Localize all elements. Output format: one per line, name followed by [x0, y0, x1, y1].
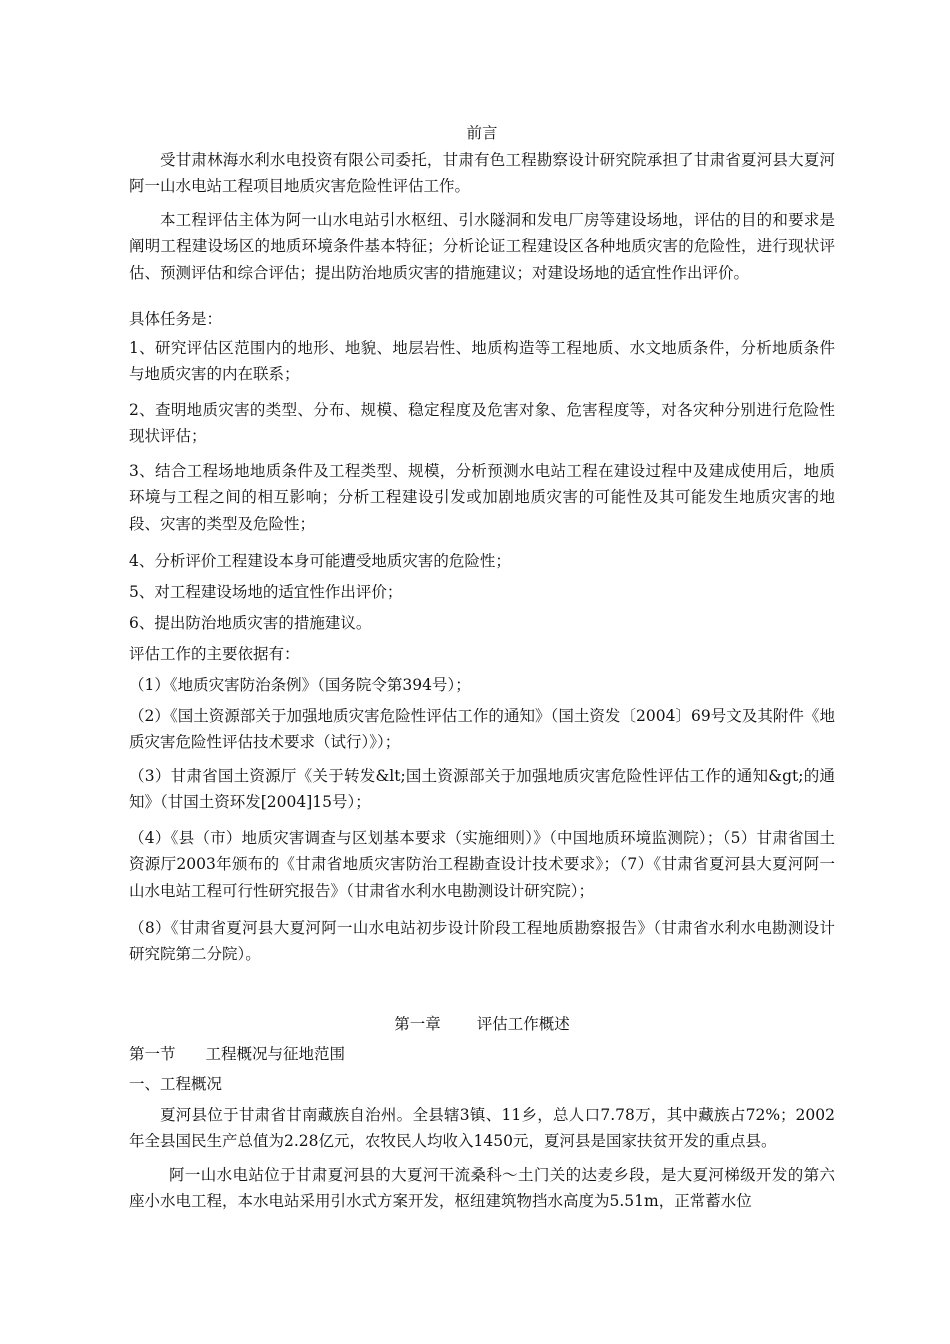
subsection-heading: 一、工程概况	[129, 1075, 223, 1093]
basis-item-3: （3）甘肃省国土资源厅《关于转发&lt;国土资源部关于加强地质灾害危险性评估工作的通知&gt;的通知》（甘国土资环发[2004]15号）；	[129, 767, 835, 812]
section-heading	[129, 1041, 835, 1067]
basis-item-1: （1）《地质灾害防治条例》（国务院令第394号）；	[129, 676, 471, 694]
task-item-6: 6、提出防治地质灾害的措施建议。	[129, 614, 372, 632]
task-item-2: 2、查明地质灾害的类型、分布、规模、稳定程度及危害对象、危害程度等，对各灾种分别进行危险性现状评估；	[129, 401, 835, 446]
task-item-5: 5、对工程建设场地的适宜性作出评价；	[129, 583, 403, 601]
basis-intro: 评估工作的主要依据有：	[129, 645, 300, 663]
section-title: 工程概况与征地范围	[205, 1045, 346, 1063]
preface-paragraph-1: 受甘肃林海水利水电投资有限公司委托，甘肃有色工程勘察设计研究院承担了甘肃省夏河县大夏河阿一山水电站工程项目地质灾害危险性评估工作。	[129, 151, 835, 196]
chapter-number: 第一章	[394, 1015, 441, 1033]
section-number: 第一节	[129, 1045, 176, 1063]
task-item-3: 3、结合工程场地地质条件及工程类型、规模，分析预测水电站工程在建设过程中及建成使用后，地质环境与工程之间的相互影响；分析工程建设引发或加剧地质灾害的可能性及其可能发生地质灾害的地段、灾害的类型及危险性；	[129, 462, 835, 533]
preface-title: 前言	[466, 124, 498, 142]
chapter1-paragraph-2: 阿一山水电站位于甘肃夏河县的大夏河干流桑科～土门关的达麦乡段，是大夏河梯级开发的第六座小水电工程，本水电站采用引水式方案开发，枢纽建筑物挡水高度为5.51m，正常蓄水位	[129, 1166, 835, 1211]
basis-item-4-7: （4）《县（市）地质灾害调查与区划基本要求（实施细则）》（中国地质环境监测院）；（5）甘肃省国土资源厅2003年颁布的《甘肃省地质灾害防治工程勘查设计技术要求》；（7）《甘肃省夏河县大夏河阿一山水电站工程可行性研究报告》（甘肃省水利水电勘测设计研究院）；	[129, 829, 835, 900]
tasks-intro: 具体任务是：	[129, 310, 223, 328]
basis-item-2: （2）《国土资源部关于加强地质灾害危险性评估工作的通知》（国土资发〔2004〕69号文及其附件《地质灾害危险性评估技术要求（试行）》）；	[129, 707, 835, 752]
chapter-title: 评估工作概述	[476, 1015, 570, 1033]
chapter-heading	[129, 1011, 835, 1037]
basis-item-8: （8）《甘肃省夏河县大夏河阿一山水电站初步设计阶段工程地质勘察报告》（甘肃省水利水电勘测设计研究院第二分院）。	[129, 919, 835, 964]
preface-paragraph-2: 本工程评估主体为阿一山水电站引水枢纽、引水隧洞和发电厂房等建设场地，评估的目的和要求是阐明工程建设场区的地质环境条件基本特征；分析论证工程建设区各种地质灾害的危险性，进行现状评估、预测评估和综合评估；提出防治地质灾害的措施建议；对建设场地的适宜性作出评价。	[129, 211, 835, 282]
chapter1-paragraph-1: 夏河县位于甘肃省甘南藏族自治州。全县辖3镇、11乡，总人口7.78万，其中藏族占72%；2002年全县国民生产总值为2.28亿元，农牧民人均收入1450元，夏河县是国家扶贫开发的重点县。	[129, 1106, 835, 1151]
task-item-4: 4、分析评价工程建设本身可能遭受地质灾害的危险性；	[129, 552, 511, 570]
task-item-1: 1、研究评估区范围内的地形、地貌、地层岩性、地质构造等工程地质、水文地质条件，分析地质条件与地质灾害的内在联系；	[129, 339, 835, 384]
